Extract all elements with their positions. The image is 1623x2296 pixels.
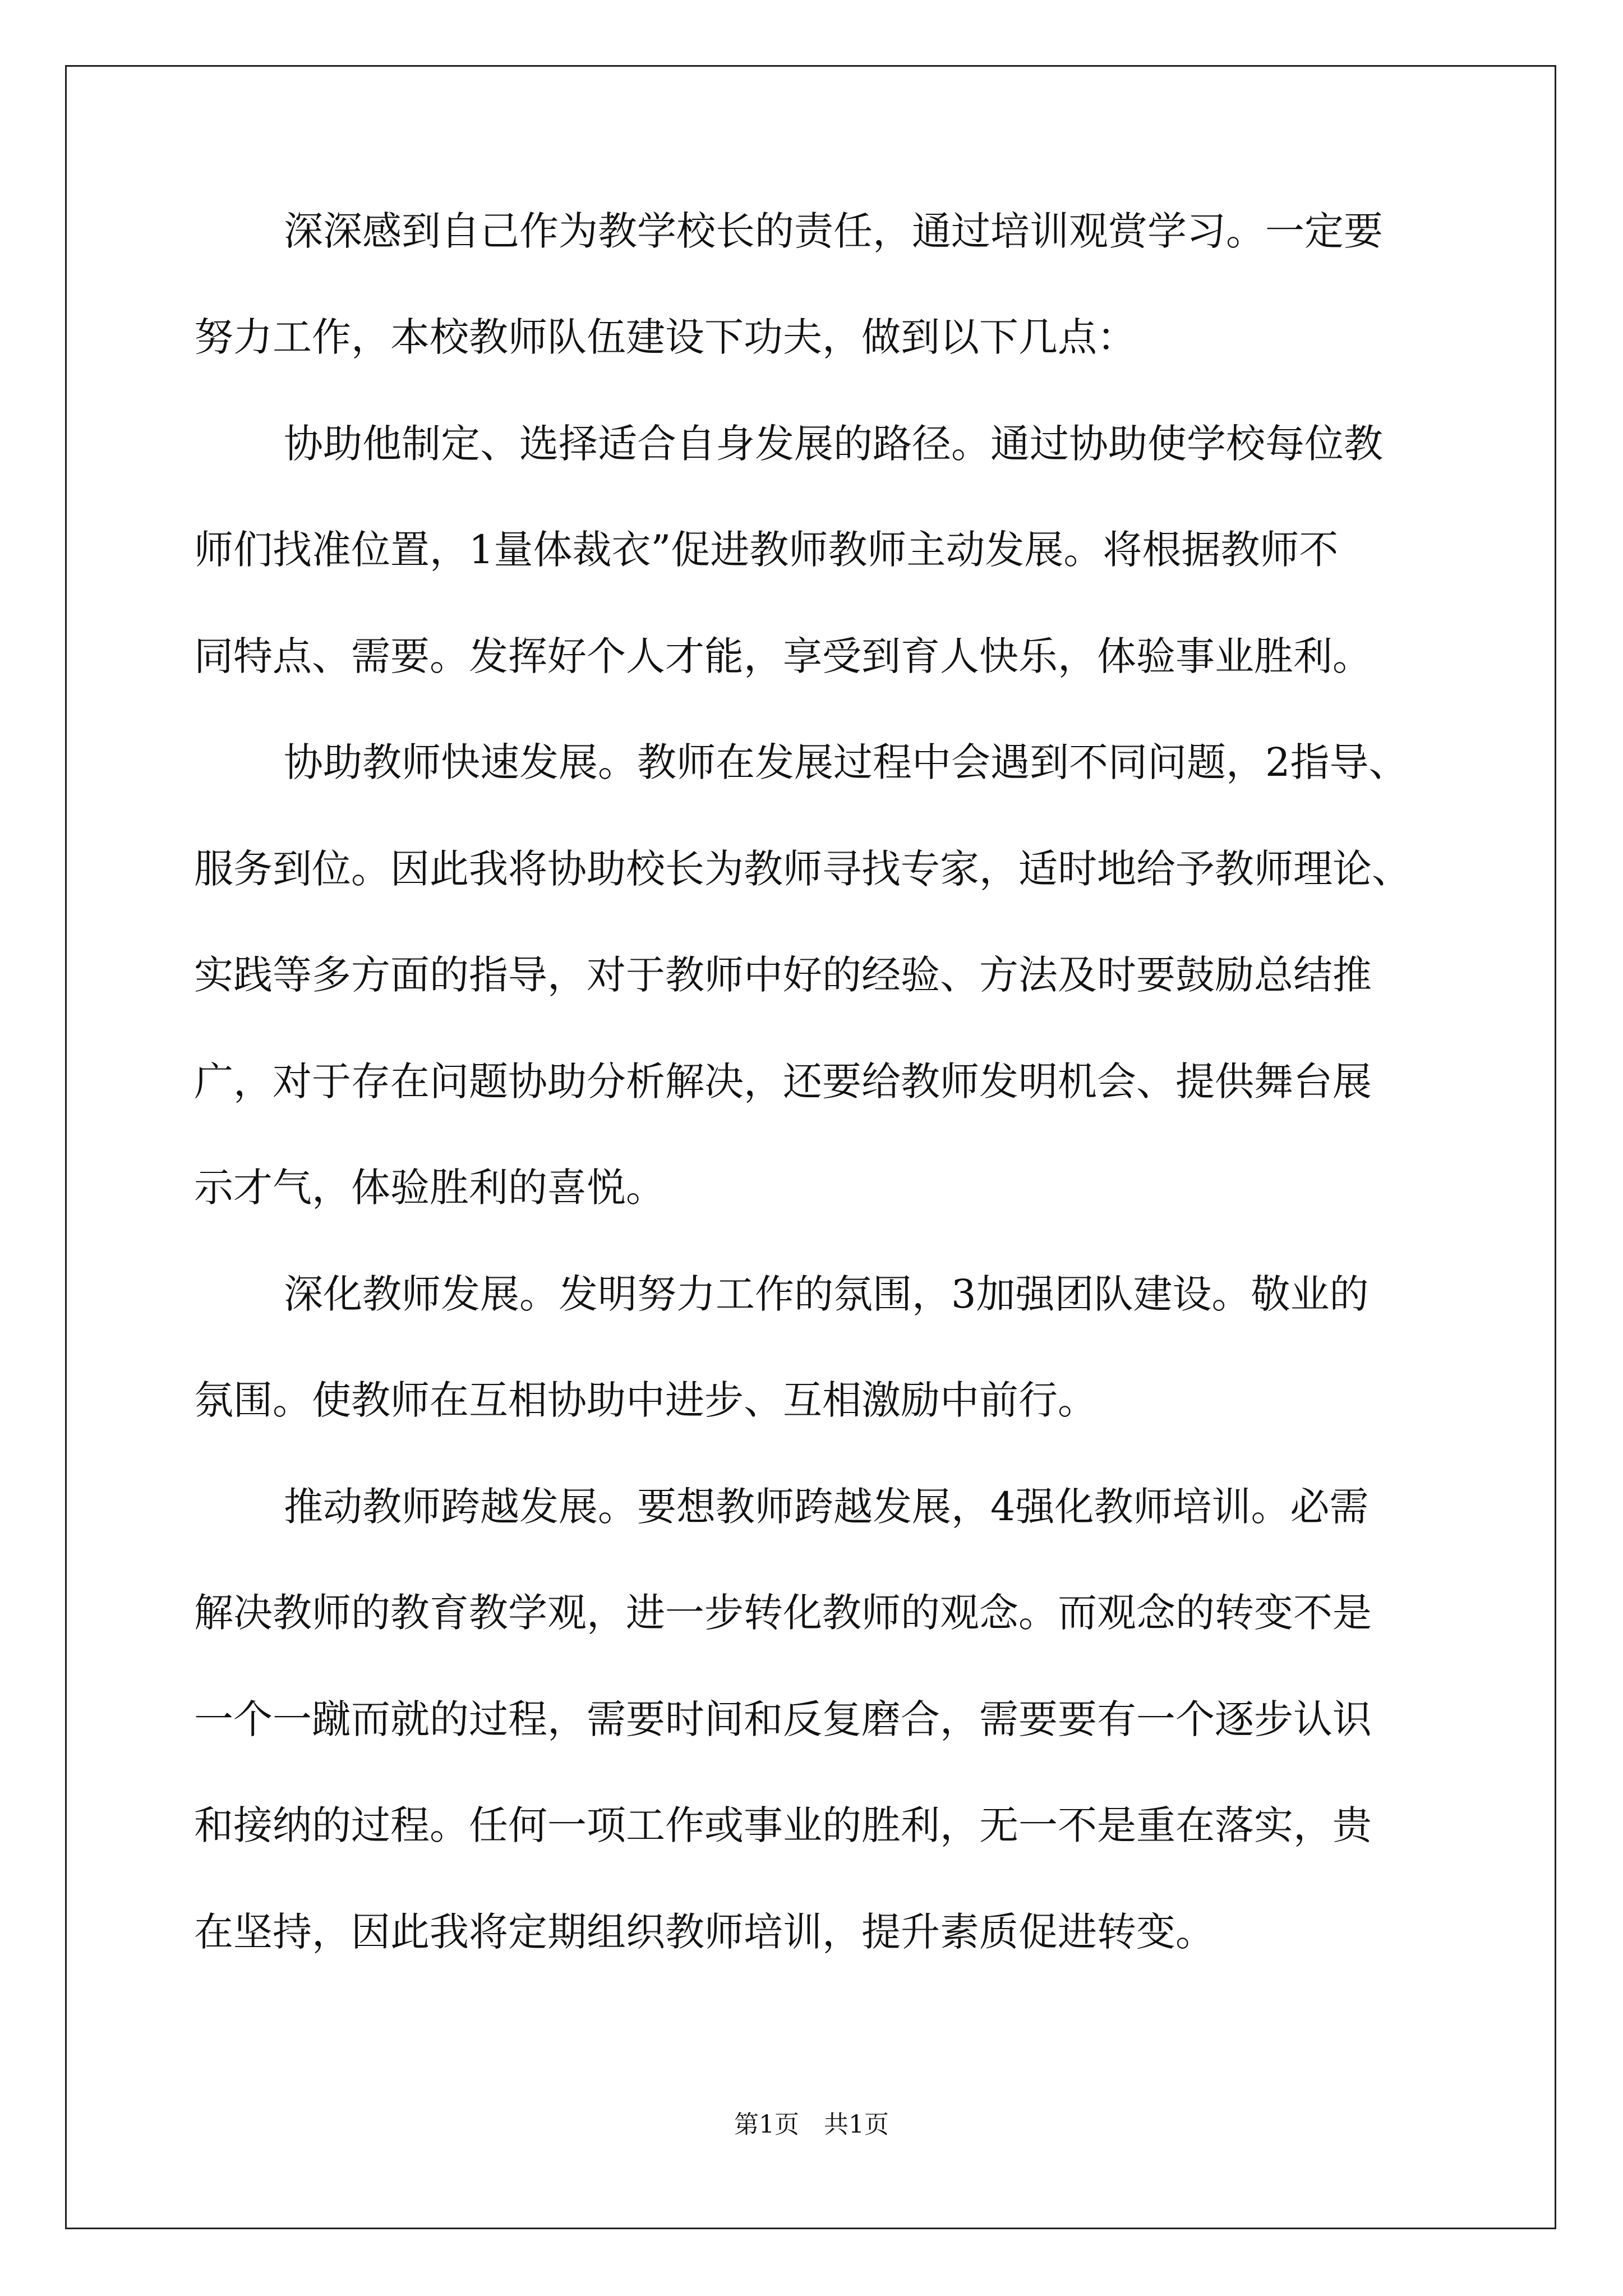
page-number-footer: 第1页 共1页: [734, 2110, 889, 2139]
paragraph-3-line-3: 实践等多方面的指导，对于教师中好的经验、方法及时要鼓励总结推: [194, 952, 1372, 998]
paragraph-1-line-1: 深深感到自己作为教学校长的责任，通过培训观赏学习。一定要: [284, 208, 1383, 254]
paragraph-3-line-5: 示才气，体验胜利的喜悦。: [194, 1165, 665, 1211]
paragraph-5-line-2: 解决教师的教育教学观，进一步转化教师的观念。而观念的转变不是: [194, 1590, 1372, 1636]
paragraph-2-line-3: 同特点、需要。发挥好个人才能，享受到育人快乐，体验事业胜利。: [194, 633, 1372, 679]
paragraph-3-line-1: 协助教师快速发展。教师在发展过程中会遇到不同问题，2指导、: [284, 739, 1408, 785]
paragraph-3-line-2: 服务到位。因此我将协助校长为教师寻找专家，适时地给予教师理论、: [194, 846, 1411, 892]
paragraph-5-line-1: 推动教师跨越发展。要想教师跨越发展，4强化教师培训。必需: [284, 1484, 1369, 1530]
paragraph-4-line-2: 氛围。使教师在互相协助中进步、互相激励中前行。: [194, 1377, 1097, 1423]
paragraph-4-line-1: 深化教师发展。发明努力工作的氛围，3加强团队建设。敬业的: [284, 1271, 1369, 1317]
paragraph-3-line-4: 广，对于存在问题协助分析解决，还要给教师发明机会、提供舞台展: [194, 1059, 1372, 1105]
paragraph-5-line-3: 一个一蹴而就的过程，需要时间和反复磨合，需要要有一个逐步认识: [194, 1696, 1372, 1742]
paragraph-2-line-2: 师们找准位置，1量体裁衣”促进教师教师主动发展。将根据教师不: [194, 527, 1339, 573]
paragraph-5-line-5: 在坚持，因此我将定期组织教师培训，提升素质促进转变。: [194, 1909, 1215, 1955]
paragraph-1-line-2: 努力工作，本校教师队伍建设下功夫，做到以下几点：: [194, 314, 1136, 360]
paragraph-2-line-1: 协助他制定、选择适合自身发展的路径。通过协助使学校每位教: [284, 421, 1383, 467]
paragraph-5-line-4: 和接纳的过程。任何一项工作或事业的胜利，无一不是重在落实，贵: [194, 1802, 1372, 1848]
